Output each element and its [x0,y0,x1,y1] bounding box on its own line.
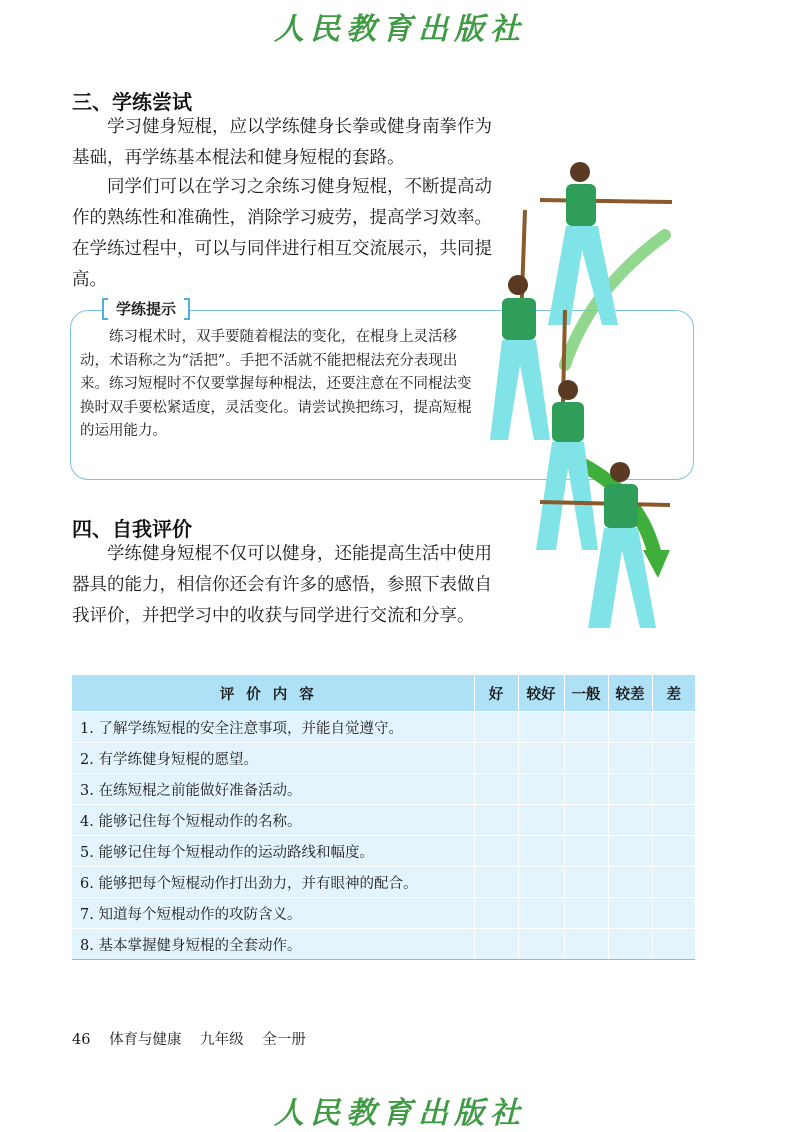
book-title: 体育与健康 [109,1032,182,1048]
header-poor: 差 [652,675,695,712]
volume-label: 全一册 [262,1032,306,1048]
section-4-paragraph: 学练健身短棍不仅可以健身，还能提高生活中使用器具的能力，相信你还会有许多的感悟，参照下表做自我评价，并把学习中的收获与同学进行交流和分享。 [72,544,492,626]
rating-cell [518,743,564,774]
rating-cell [518,867,564,898]
self-evaluation-table [72,675,695,960]
header-fairly-good: 较好 [518,675,564,712]
rating-cell [608,743,652,774]
rating-cell [608,867,652,898]
section-4-title: 四、自我评价 [72,517,192,541]
table-row [72,929,695,960]
rating-cell [564,898,608,929]
header-good: 好 [474,675,518,712]
row-item: 6. 能够把每个短棍动作打出劲力，并有眼神的配合。 [72,867,474,898]
rating-cell [474,805,518,836]
rating-cell [652,898,695,929]
page-number: 46 [72,1032,91,1048]
publisher-watermark-bottom: 人民教育出版社 [274,1096,526,1131]
header-fairly-poor: 较差 [608,675,652,712]
rating-cell [652,867,695,898]
row-item: 4. 能够记住每个短棍动作的名称。 [72,805,474,836]
page-footer [72,1028,320,1049]
tip-label: 学练提示 [102,296,190,322]
rating-cell [474,712,518,743]
row-item: 8. 基本掌握健身短棍的全套动作。 [72,929,474,960]
figure-pose-2 [490,210,550,440]
table-row [72,898,695,929]
rating-cell [518,712,564,743]
rating-cell [608,805,652,836]
rating-cell [652,805,695,836]
rating-cell [518,929,564,960]
rating-cell [474,898,518,929]
grade-label: 九年级 [200,1032,244,1048]
rating-cell [474,867,518,898]
rating-cell [652,743,695,774]
table-row [72,805,695,836]
rating-cell [474,774,518,805]
martial-arts-illustration [480,150,700,640]
rating-cell [564,743,608,774]
rating-cell [474,929,518,960]
table-row [72,836,695,867]
rating-cell [564,805,608,836]
rating-cell [652,712,695,743]
section-3-title: 三、学练尝试 [72,90,192,114]
row-item: 3. 在练短棍之前能做好准备活动。 [72,774,474,805]
arrow-head-icon [643,550,670,578]
table-row [72,867,695,898]
rating-cell [474,743,518,774]
rating-cell [608,898,652,929]
row-item: 2. 有学练健身短棍的愿望。 [72,743,474,774]
section-3-paragraph-2: 同学们可以在学习之余练习健身短棍，不断提高动作的熟练性和准确性，消除学习疲劳，提高学习效率。在学练过程中，可以与同伴进行相互交流展示，共同提高。 [72,177,492,290]
row-item: 1. 了解学练短棍的安全注意事项，并能自觉遵守。 [72,712,474,743]
rating-cell [518,774,564,805]
rating-cell [652,836,695,867]
rating-cell [608,836,652,867]
rating-cell [608,712,652,743]
section-3-paragraph-1: 学习健身短棍，应以学练健身长拳或健身南拳作为基础，再学练基本棍法和健身短棍的套路。 [72,117,492,168]
header-average: 一般 [564,675,608,712]
table-header-row [72,675,695,712]
rating-cell [564,774,608,805]
table-row [72,774,695,805]
rating-cell [608,774,652,805]
rating-cell [608,929,652,960]
rating-cell [518,898,564,929]
rating-cell [564,836,608,867]
rating-cell [652,774,695,805]
rating-cell [518,805,564,836]
row-item: 7. 知道每个短棍动作的攻防含义。 [72,898,474,929]
table-row [72,712,695,743]
header-content: 评价内容 [72,675,474,712]
rating-cell [564,867,608,898]
table-row [72,743,695,774]
rating-cell [652,929,695,960]
publisher-watermark-top: 人民教育出版社 [274,12,526,47]
rating-cell [518,836,564,867]
rating-cell [474,836,518,867]
tip-text: 练习棍术时，双手要随着棍法的变化，在棍身上灵活移动，术语称之为“活把”。手把不活就不能把棍法充分表现出来。练习短棍时不仅要掌握每种棍法，还要注意在不同棍法变换时双手要松紧适度，灵活变化。请尝试换把练习，提高短棍的运用能力。 [80,329,472,439]
rating-cell [564,929,608,960]
rating-cell [564,712,608,743]
row-item: 5. 能够记住每个短棍动作的运动路线和幅度。 [72,836,474,867]
